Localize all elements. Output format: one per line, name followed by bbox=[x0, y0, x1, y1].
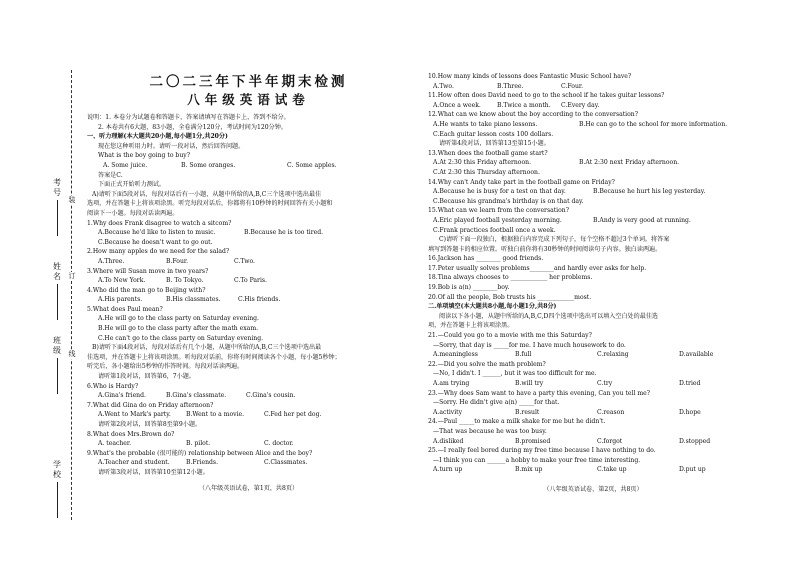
answer-options bbox=[428, 101, 758, 111]
option-text: C. doctor. bbox=[264, 440, 294, 448]
answer-options bbox=[428, 82, 758, 92]
left-column bbox=[87, 72, 410, 493]
option-text: B.Twice a month. bbox=[497, 101, 551, 109]
answer-options bbox=[87, 410, 410, 420]
option-text: B.Gina's classmate. bbox=[166, 392, 227, 400]
option-text: A.Gina's friend. bbox=[98, 392, 146, 400]
option-text: A.Once a week. bbox=[433, 101, 481, 109]
option-text: C.Four. bbox=[561, 82, 584, 90]
exam-number-label: 考号 bbox=[53, 178, 61, 197]
question-line: A.He will go to the class party on Saturday evening. bbox=[98, 315, 259, 323]
option-text: A.am trying bbox=[433, 380, 470, 387]
question-line: 10.How many kinds of lessons does Fantastic Music School have? bbox=[428, 73, 632, 80]
option-text: C.Fed her pet dog. bbox=[264, 411, 322, 419]
question-line: A)请听下面5段对话，每段对话后有一小题，从题中所给的A,B,C三个选项中选出最佳 bbox=[92, 190, 322, 198]
page-footer: （八年级英语试卷，第1页，共8页） bbox=[198, 484, 299, 492]
option-text: B.promised bbox=[515, 437, 551, 445]
question-line: 11.How often does David need to go to the school if he takes guitar lessons? bbox=[428, 92, 665, 100]
question-line: 佳选项，并在答题卡上将该项涂黑。听每段对话前，你将有时间阅读各个小题，每小题5秒钟； bbox=[87, 353, 341, 361]
cut-mark: 订 bbox=[68, 272, 76, 280]
answer-options bbox=[428, 379, 758, 389]
option-text: D.available bbox=[679, 351, 714, 359]
answer-options bbox=[428, 465, 758, 475]
question-line: 25.—I really feel bored during my free time because I have nothing to do. bbox=[428, 447, 656, 455]
answer-options bbox=[87, 161, 410, 171]
question-line: 21.—Could you go to a movie with me this Saturday? bbox=[428, 332, 592, 340]
question-line: 18.Tina always chooses to ____________ her problems. bbox=[428, 274, 593, 282]
question-line: 现在您这种听用力时。请听一段对话，然后回答问题。 bbox=[98, 142, 245, 150]
option-text: A.Two. bbox=[433, 82, 454, 90]
question-line: C.He can't go to the class party on Saturday evening. bbox=[98, 334, 264, 342]
option-text: B.Because he hurt his leg yesterday. bbox=[593, 188, 706, 196]
answer-options bbox=[428, 216, 758, 226]
answer-options bbox=[87, 391, 410, 401]
left-question-list bbox=[87, 132, 410, 477]
question-line: B.He will go to the class party after the math exam. bbox=[98, 325, 259, 333]
option-text: A.Eric played football yesterday morning. bbox=[433, 216, 562, 224]
option-text: B. pilot. bbox=[186, 440, 211, 448]
option-text: B.Friends. bbox=[186, 459, 219, 467]
option-text: D.stopped bbox=[679, 437, 711, 445]
question-line: —That was because he was too busy. bbox=[433, 427, 547, 435]
option-text: C.relaxing bbox=[597, 351, 629, 359]
question-line: 9.What's the probable (很可能的) relationship between Alice and the boy? bbox=[87, 449, 313, 457]
question-line: 7.What did Gina do on Friday afternoon? bbox=[87, 401, 214, 409]
option-text: C. Some apples. bbox=[287, 161, 337, 169]
answer-options bbox=[428, 408, 758, 418]
question-line: 22.—Did you solve the math problem? bbox=[428, 360, 546, 368]
option-text: B.will try bbox=[515, 380, 544, 387]
exam-subtitle: 八年级英语试卷 bbox=[187, 92, 310, 107]
option-text: C.try bbox=[597, 380, 613, 387]
question-line: —Sorry, that day is _____for me. I have much housework to do. bbox=[433, 341, 626, 349]
question-line: 选项，并在答题卡上将该项涂黑。听完每段对话后，你都将有10秒钟的时间回答有关小题和 bbox=[87, 200, 333, 208]
option-text: D.tried bbox=[679, 380, 701, 387]
class-label: 班级 bbox=[53, 336, 61, 355]
option-text: C.reason bbox=[597, 408, 625, 416]
option-text: A.turn up bbox=[433, 466, 463, 474]
question-line: 下面正式开始听力测试。 bbox=[98, 181, 166, 189]
option-text: A.disliked bbox=[433, 437, 464, 445]
question-line: 15.What can we learn from the conversation? bbox=[428, 207, 569, 215]
option-text: B.result bbox=[515, 408, 540, 416]
school-line bbox=[57, 482, 58, 518]
option-text: A.meaningless bbox=[433, 351, 478, 359]
question-line: What is the boy going to buy? bbox=[98, 152, 190, 160]
question-line: C.Because he doesn't want to go out. bbox=[98, 238, 213, 246]
option-text: A. Some juice. bbox=[103, 161, 148, 169]
answer-options bbox=[87, 458, 410, 468]
option-text: A.Because he'd like to listen to music. bbox=[98, 229, 216, 237]
option-text: D.put up bbox=[679, 466, 706, 474]
section-heading: 一、听力理解(本大题共20小题,每小题1分,共20分) bbox=[87, 133, 228, 141]
question-line: 1.Why does Frank disagree to watch a sitcom? bbox=[87, 219, 232, 227]
instruction-note: 2. 本卷共有6大题，83小题，全卷满分120分，考试时间为120分钟。 bbox=[98, 123, 287, 131]
option-text: B.mix up bbox=[515, 466, 543, 474]
question-line: —No, I didn't. I ______, but it was too difficult for me. bbox=[433, 370, 597, 378]
option-text: B.Andy is very good at running. bbox=[593, 216, 691, 224]
answer-options bbox=[428, 350, 758, 360]
answer-options bbox=[428, 187, 758, 197]
option-text: D.hope bbox=[679, 408, 701, 416]
question-line: 答案是C. bbox=[98, 171, 123, 179]
question-line: 阅读下一小题。每段对话读两遍。 bbox=[87, 209, 179, 217]
exam-number-line bbox=[57, 200, 58, 236]
question-line: C.At 2:30 this Thursday afternoon. bbox=[433, 168, 540, 176]
question-line: 请听第2段对话，回答第8至第9小题。 bbox=[98, 421, 202, 428]
answer-options bbox=[87, 276, 410, 286]
cut-line bbox=[71, 70, 72, 520]
option-text: A.His parents. bbox=[98, 296, 143, 304]
question-line: C.Frank practices football once a week. bbox=[433, 226, 556, 234]
question-line: 听完后，各小题给出5秒钟的作答时间。每段对话读两遍。 bbox=[87, 363, 244, 371]
question-line: 2.How many apples do we need for the salad? bbox=[87, 248, 230, 256]
name-line bbox=[57, 284, 58, 320]
question-line: 阅读以下各小题，从题中所给的A,B,C,D四个选项中选出可以填入空白处的最佳选 bbox=[439, 312, 659, 320]
question-line: 填写到答题卡的相应位置。听独白前你将有30秒钟的时间阅读句子内容。独白读两遍。 bbox=[428, 245, 662, 253]
option-text: A.Because he is busy for a test on that day. bbox=[433, 188, 566, 196]
answer-options bbox=[428, 120, 758, 130]
cut-mark: 装 bbox=[68, 196, 76, 204]
option-text: B. Some oranges. bbox=[181, 161, 236, 169]
question-line: C.Each guitar lesson costs 100 dollars. bbox=[433, 130, 554, 138]
option-text: A. teacher. bbox=[98, 440, 132, 448]
question-line: 19.Bob is a(n) ________boy. bbox=[428, 284, 510, 292]
option-text: C.take up bbox=[597, 466, 627, 474]
question-line: 5.What does Paul mean? bbox=[87, 305, 163, 313]
exam-title: 二〇二三年下半年期末检测 bbox=[149, 74, 348, 90]
option-text: C.To Paris. bbox=[234, 277, 267, 285]
name-label: 姓名 bbox=[53, 262, 61, 281]
question-line: 项，并在答题卡上将该项涂黑。 bbox=[428, 322, 514, 330]
option-text: C.His friends. bbox=[238, 296, 281, 304]
question-line: 24.—Paul _____to make a milk shake for me but he didn't. bbox=[428, 418, 606, 426]
page-footer: （八年级英语试卷，第2页，共8页） bbox=[543, 485, 643, 493]
option-text: A.He wants to take piano lessons. bbox=[433, 120, 538, 128]
right-question-list bbox=[428, 72, 758, 475]
option-text: A.Three. bbox=[98, 257, 125, 265]
question-line: 6.Who is Hardy? bbox=[87, 382, 139, 390]
instruction-note: 说明：1. 本卷分为试题卷和答题卡，答案请填写在答题卡上，答到不给分。 bbox=[87, 114, 290, 121]
question-line: 8.What does Mrs.Brown do? bbox=[87, 430, 175, 438]
option-text: C.Classmates. bbox=[264, 459, 308, 467]
question-line: 请听第1段对话，回答第6，7小题。 bbox=[98, 373, 195, 381]
option-text: C.Every day. bbox=[561, 101, 600, 109]
option-text: B.At 2:30 next Friday afternoon. bbox=[579, 159, 680, 167]
question-line: 请听第4段对话，回答第13至第15小题。 bbox=[439, 140, 550, 148]
answer-options bbox=[428, 437, 758, 447]
option-text: A.At 2:30 this Friday afternoon. bbox=[433, 159, 532, 167]
option-text: B.He can go to the school for more information. bbox=[579, 120, 728, 128]
option-text: C.Gina's cousin. bbox=[246, 392, 296, 400]
option-text: B.Three. bbox=[497, 82, 524, 90]
answer-options bbox=[87, 228, 410, 238]
option-text: B. To Tokyo. bbox=[166, 277, 204, 285]
section-heading: 二.单项填空(本大题共8小题,每小题1分,共8分) bbox=[428, 303, 557, 311]
question-line: B)请听下面4段对话，每段对话后有几个小题，从题中所给的A,B,C三个选项中选出最 bbox=[92, 344, 322, 352]
answer-options bbox=[428, 158, 758, 168]
question-line: 20.Of all the people, Bob trusts his ____________most. bbox=[428, 293, 592, 301]
question-line: C)请听下面一段独白，根据独白内容完成下列句子，每个空格不超过3个单词。将答案 bbox=[439, 236, 670, 244]
option-text: B.Because he is too tired. bbox=[244, 229, 324, 237]
question-line: 3.Where will Susan move in two years? bbox=[87, 267, 209, 275]
option-text: A.Went to Mark's party. bbox=[98, 411, 171, 419]
cut-mark: 线 bbox=[68, 350, 76, 358]
question-line: 14.Why can't Andy take part in the football game on Friday? bbox=[428, 178, 615, 186]
question-line: 4.Who did the man go to Beijing with? bbox=[87, 286, 206, 294]
answer-options bbox=[87, 295, 410, 305]
class-line bbox=[57, 358, 58, 394]
question-line: —Sorry. He didn't give a(n) _____for that. bbox=[433, 399, 560, 407]
option-text: B.Four. bbox=[166, 257, 189, 265]
right-column bbox=[428, 72, 758, 495]
answer-options bbox=[87, 439, 410, 449]
option-text: C.forgot bbox=[597, 437, 623, 445]
option-text: A.activity bbox=[433, 408, 463, 416]
question-line: 12.What can we know about the boy according to the conversation? bbox=[428, 111, 638, 119]
school-label: 学校 bbox=[53, 460, 61, 479]
question-line: 23.—Why does Sam want to have a party this evening, Can you tell me? bbox=[428, 389, 651, 397]
option-text: B.His classmates. bbox=[166, 296, 221, 304]
question-line: 13.When does the football game start? bbox=[428, 149, 548, 157]
answer-options bbox=[87, 257, 410, 267]
question-line: —I think you can ______a hobby to make your free time interesting. bbox=[433, 456, 641, 464]
option-text: A.Teacher and student. bbox=[98, 459, 170, 467]
option-text: B.Went to a movie. bbox=[186, 411, 245, 419]
question-line: 16.Jackson has ________ good friends. bbox=[428, 255, 544, 263]
option-text: B.full bbox=[515, 351, 532, 359]
question-line: 请听第3段对话，回答第10至第12小题。 bbox=[98, 468, 209, 476]
option-text: C.Two. bbox=[234, 257, 255, 265]
option-text: A.To New York. bbox=[98, 277, 146, 285]
question-line: 17.Peter usually solves problems________and hardly ever asks for help. bbox=[428, 264, 647, 272]
question-line: C.Because his grandma's birthday is on that day. bbox=[433, 197, 584, 205]
